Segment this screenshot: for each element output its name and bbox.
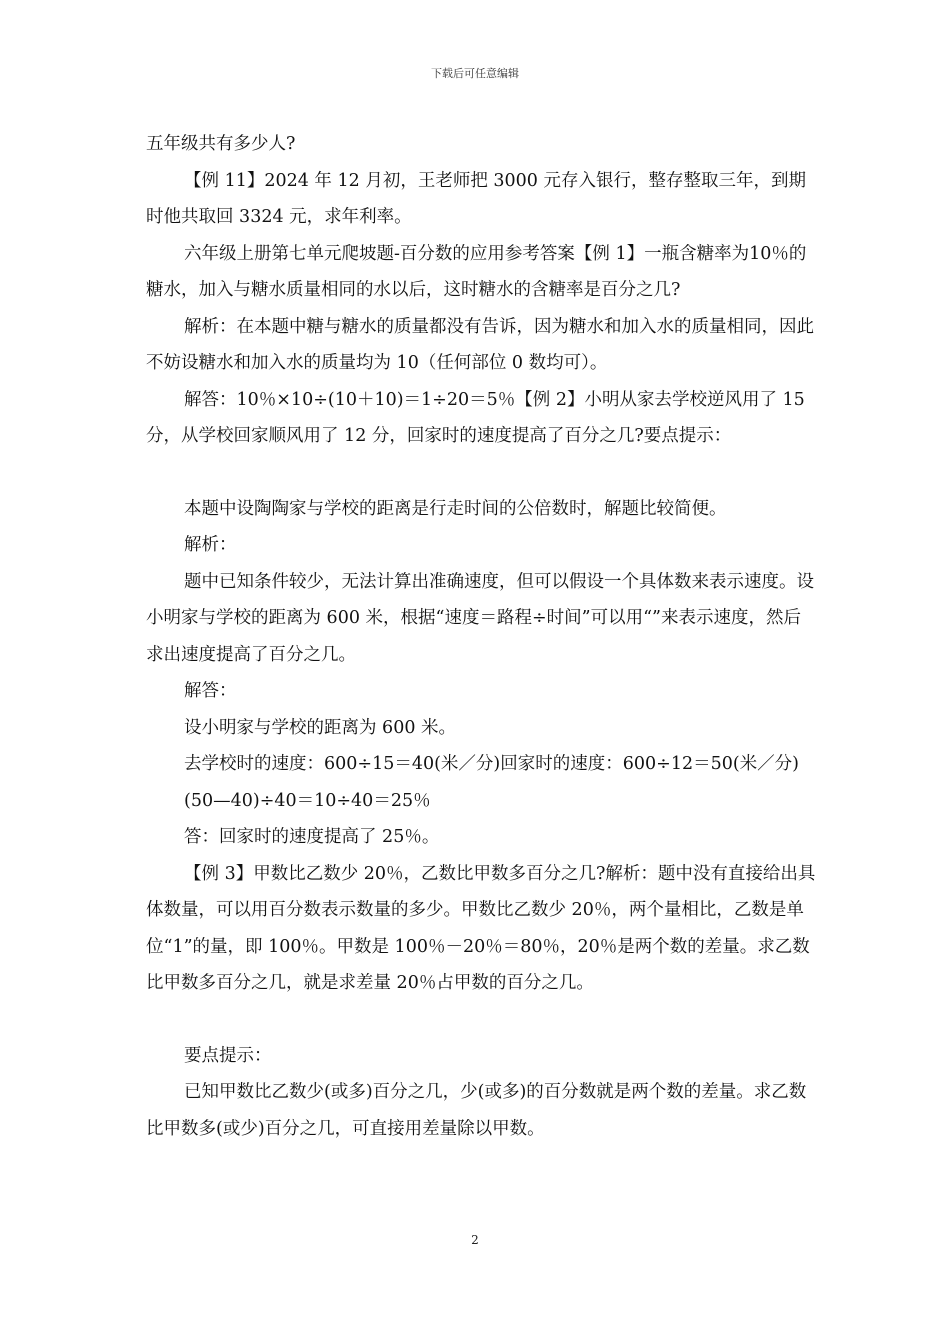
paragraph-example-3: 【例 3】甲数比乙数少 20％，乙数比甲数多百分之几?解析：题中没有直接给出具体数量，可以用百分数表示数量的多少。甲数比乙数少 20％，两个量相比，乙数是单位“1”的量，即 100％。甲数是 100％－20％＝80％，20％是两个数的差量。求乙数比甲数多百分之几，就是求差量 20％占甲数的百分之几。: [146, 863, 816, 993]
paragraph-analysis-1: 解析：在本题中糖与糖水的质量都没有告诉，因为糖水和加入水的质量相同，因此不妨设糖水和加入水的质量均为 10（任何部位 0 数均可）。: [146, 316, 814, 373]
paragraph-continuation: 五年级共有多少人?: [146, 134, 296, 154]
paragraph-solution-label: 解答：: [184, 681, 237, 701]
paragraph-solution-step-3: (50—40)÷40＝10÷40＝25％: [184, 790, 431, 811]
paragraph-hint-label: 要点提示：: [184, 1045, 272, 1066]
spacer: [146, 455, 816, 491]
paragraph-analysis-2: 题中已知条件较少，无法计算出准确速度，但可以假设一个具体数来表示速度。设小明家与学校的距离为 600 米，根据“速度＝路程÷时间”可以用“”来表示速度，然后求出速度提高了百分之几。: [146, 571, 814, 665]
page-number: 2: [471, 1233, 479, 1247]
spacer: [146, 1002, 816, 1038]
paragraph-solution-step-2: 去学校时的速度：600÷15＝40(米／分)回家时的速度：600÷12＝50(米／分): [184, 754, 800, 774]
paragraph-example-11: 【例 11】2024 年 12 月初，王老师把 3000 元存入银行，整存整取三年，到期时他共取回 3324 元，求年利率。: [146, 170, 806, 227]
document-body: [146, 126, 816, 1147]
paragraph-solution-1-example-2: 解答：10％×10÷(10＋10)＝1÷20＝5％【例 2】小明从家去学校逆风用了 15 分，从学校回家顺风用了 12 分，回家时的速度提高了百分之几?要点提示：: [146, 389, 805, 446]
paragraph-answer-2: 答：回家时的速度提高了 25％。: [184, 827, 440, 847]
paragraph-analysis-label: 解析：: [184, 535, 237, 555]
page-header: 下载后可任意编辑: [431, 67, 519, 80]
paragraph-hint-3: 已知甲数比乙数少(或多)百分之几，少(或多)的百分数就是两个数的差量。求乙数比甲数多(或少)百分之几，可直接用差量除以甲数。: [146, 1082, 807, 1139]
paragraph-solution-step-1: 设小明家与学校的距离为 600 米。: [184, 717, 457, 738]
paragraph-hint-2: 本题中设陶陶家与学校的距离是行走时间的公倍数时，解题比较简便。: [184, 498, 727, 519]
paragraph-answer-title-example-1: 六年级上册第七单元爬坡题-百分数的应用参考答案【例 1】一瓶含糖率为10％的糖水，加入与糖水质量相同的水以后，这时糖水的含糖率是百分之几?: [146, 243, 807, 300]
